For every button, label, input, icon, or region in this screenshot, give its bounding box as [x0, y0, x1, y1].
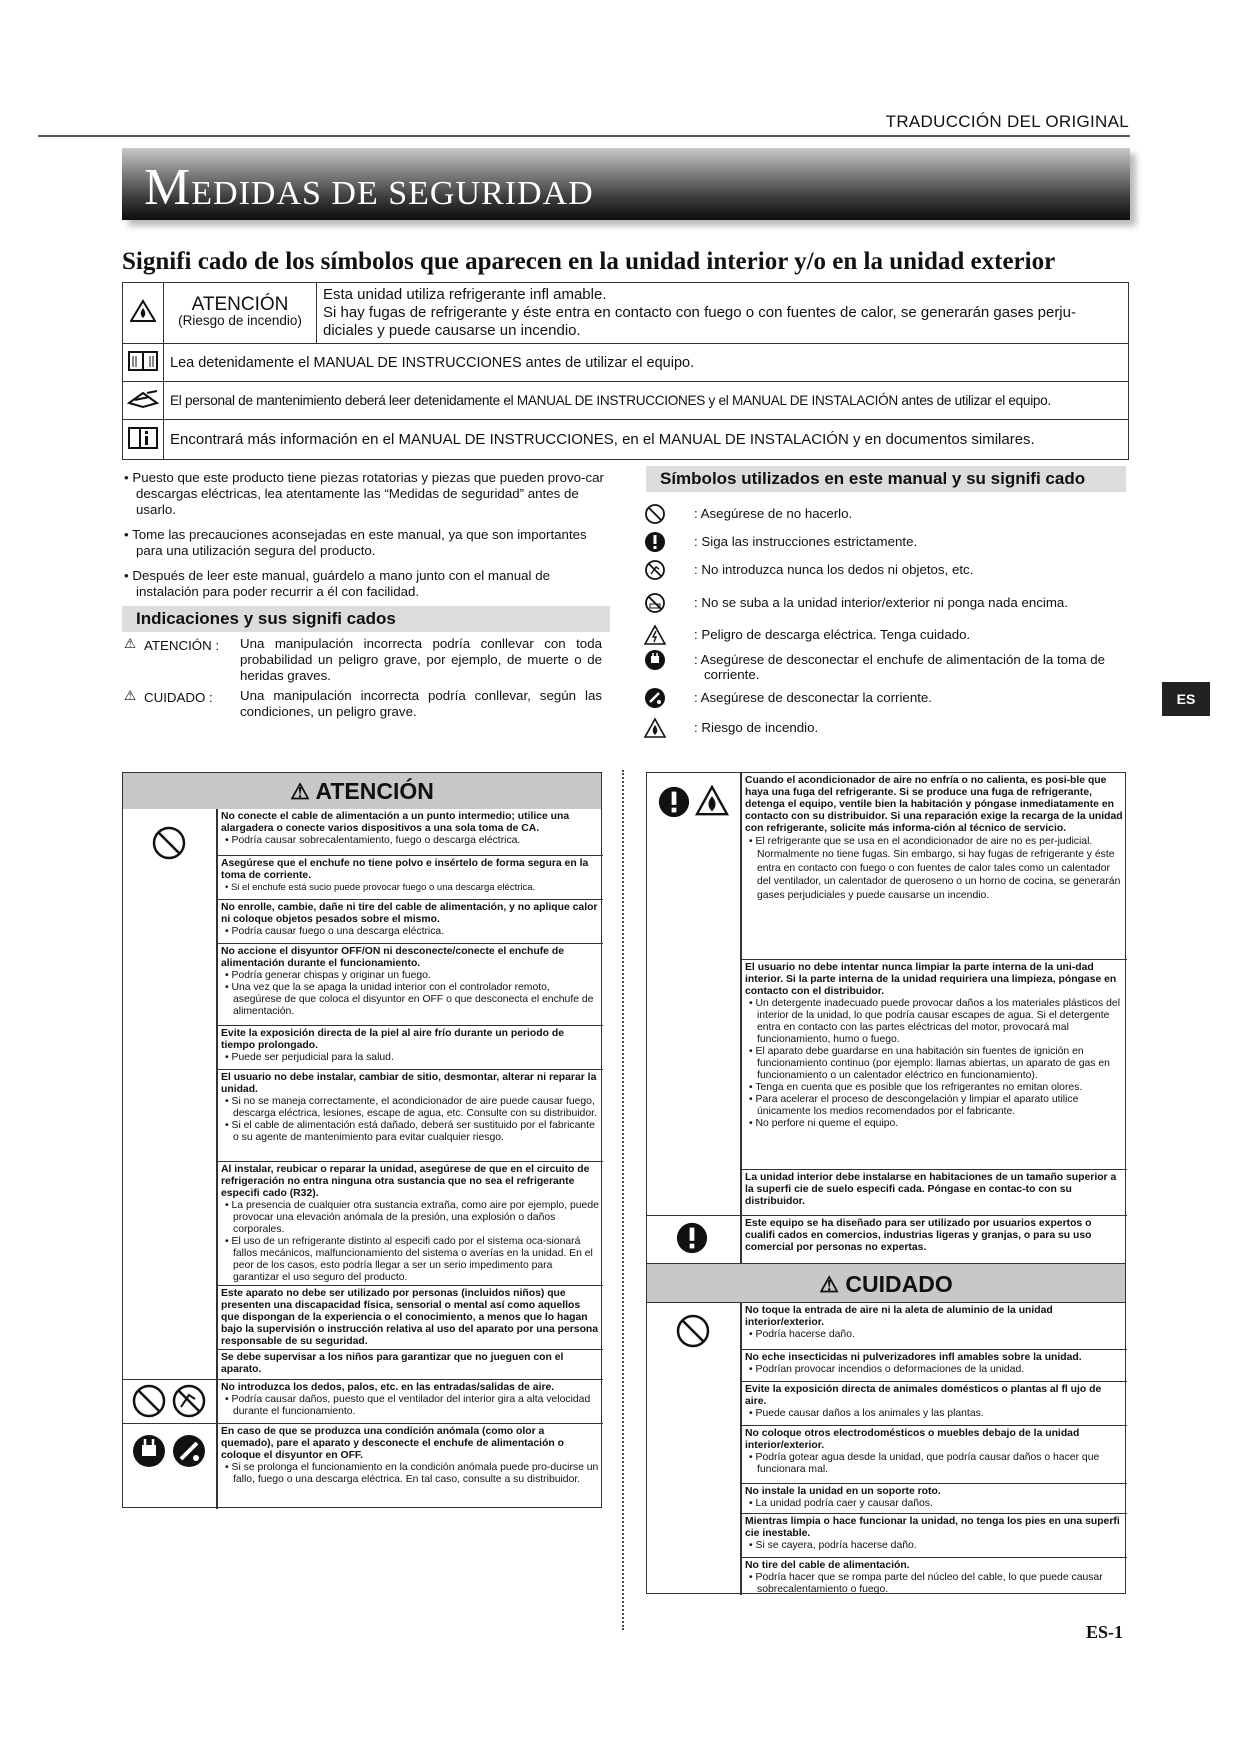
item-title: No tire del cable de alimentación. [745, 1560, 910, 1571]
cuidado-item [741, 1513, 1127, 1557]
item-bullet: • La presencia de cualquier otra sustancia extraña, como aire por ejemplo, puede provocar una elevación anómala de la presión, una explosión o daños corporales. [225, 1200, 599, 1235]
intro-bullet: • Después de leer este manual, guárdelo a mano junto con el manual de instalación para poder recurrir a él con facilidad. [124, 568, 550, 599]
atencion-item [123, 1423, 603, 1509]
item-title: No coloque otros electrodomésticos o muebles debajo de la unidad interior/exterior. [745, 1428, 1080, 1451]
atencion-item [217, 943, 603, 1025]
item-bullet: • Si se prolonga el funcionamiento en la condición anómala puede pro-ducirse un fallo, fuego o una descarga eléctrica. En tal caso, consulte a su distribuidor. [225, 1462, 599, 1485]
prohibited-icon [644, 503, 666, 525]
indications-heading: Indicaciones y sus signifi cados [122, 606, 610, 632]
right-warning-box [646, 772, 1126, 1594]
warning-triangle-icon: ⚠ [124, 688, 136, 703]
intro-bullets [122, 470, 612, 609]
item-title: No conecte el cable de alimentación a un punto intermedio; utilice una alargadera o conecte varios dispositivos a una sola toma de CA. [221, 811, 570, 834]
fire-risk-icon [644, 717, 666, 739]
fire-risk-icon [695, 785, 729, 817]
item-title: Este aparato no debe ser utilizado por personas (incluidos niños) que presenten una discapacidad física, sensorial o mental así como aquellos que dispongan de la experiencia o el conocimiento, a menos que lo hagan bajo la supervisión o instrucción relativa al uso del aparato por una persona responsable de su seguridad. [221, 1288, 599, 1347]
item-title: Asegúrese que el enchufe no tiene polvo e insértelo de forma segura en la toma de corriente. [221, 858, 589, 881]
cuidado-box-title: CUIDADO [845, 1271, 953, 1297]
symbols-heading: Signifi cado de los símbolos que aparecen en la unidad interior y/o en la unidad exterior [122, 248, 1056, 275]
manual-book-icon [123, 344, 164, 382]
intro-bullet: • Puesto que este producto tiene piezas rotatorias y piezas que pueden provo-car descargas eléctricas, lea atentamente las “Medidas de seguridad” antes de usarlo. [124, 470, 604, 517]
title-capital: M [144, 159, 192, 216]
item-bullet: • Podría hacerse daño. [749, 1329, 855, 1340]
atencion-item [217, 1349, 603, 1379]
right-item [647, 1215, 1127, 1263]
item-title: Mientras limpia o hace funcionar la unidad, no tenga los pies en una superfi cie inestable. [745, 1516, 1120, 1539]
item-bullet: • Podría hacer que se rompa parte del núcleo del cable, lo que puede causar sobrecalentamiento o fuego. [749, 1572, 1103, 1595]
item-bullet: • Podría generar chispas y originar un fuego. [225, 970, 431, 981]
atencion-item [217, 809, 603, 855]
item-title: El usuario no debe instalar, cambiar de sitio, desmontar, alterar ni reparar la unidad. [221, 1072, 597, 1095]
cuidado-item [741, 1349, 1127, 1381]
item-bullet: • Podría gotear agua desde la unidad, que podría causar daños o hacer que funcionara mal. [749, 1452, 1100, 1475]
warning-triangle-icon: ⚠ [819, 1272, 839, 1297]
item-bullet: • Si se cayera, podría hacerse daño. [749, 1540, 917, 1551]
item-title: Este equipo se ha diseñado para ser utilizado por usuarios expertos o cualifi cados en comercios, industrias ligeras y granjas, o para su uso comercial por personas no expertas. [745, 1218, 1092, 1253]
symbol-text: : Asegúrese de desconectar el enchufe de alimentación de la toma de corriente. [694, 652, 1105, 682]
cuidado-item [741, 1483, 1127, 1513]
indication-atencion-text: Una manipulación incorrecta podría conllevar con toda probabilidad un peligro grave, por ejemplo, de muerte o de heridas graves. [240, 636, 602, 683]
atencion-text-1: Esta unidad utiliza refrigerante infl amable. [323, 286, 607, 303]
page-number: ES-1 [1085, 1622, 1123, 1642]
cuidado-item [741, 1381, 1127, 1425]
prohibited-icon [151, 825, 187, 861]
no-fingers-icon [644, 559, 666, 581]
item-bullet: • Una vez que la se apaga la unidad interior con el controlador remoto, asegúrese de que coloca el disyuntor en OFF o que desconecta el enchufe de alimentación. [225, 982, 594, 1017]
item-bullet: • Puede causar daños a los animales y las plantas. [749, 1408, 984, 1419]
symbol-text: : Asegúrese de no hacerlo. [694, 506, 853, 521]
symbol-text: : No se suba a la unidad interior/exterior ni ponga nada encima. [694, 595, 1069, 610]
right-item [741, 1169, 1127, 1215]
item-bullet: • El aparato debe guardarse en una habitación sin fuentes de ignición en funcionamiento continuo (por ejemplo: llamas abiertas, un aparato de gas en funcionamiento o un calentador eléctrico en funcionamiento). [749, 1046, 1110, 1081]
item-bullet: • Tenga en cuenta que es posible que los refrigerantes no emitan olores. [749, 1082, 1083, 1093]
item-bullet: • Podrían provocar incendios o deformaciones de la unidad. [749, 1364, 1025, 1375]
prohibited-icon [675, 1313, 711, 1349]
atencion-item [217, 899, 603, 943]
header-rule [38, 135, 1130, 137]
right-item [741, 773, 1127, 959]
info-row-text: Encontrará más información en el MANUAL DE INSTRUCCIONES, en el MANUAL DE INSTALACIÓN y en documentos similares. [164, 420, 1129, 460]
atencion-item [217, 1025, 603, 1069]
atencion-item [217, 1161, 603, 1285]
symbol-row [652, 595, 1132, 610]
intro-bullet: • Tome las precauciones aconsejadas en este manual, ya que son importantes para una utilización segura del producto. [124, 527, 587, 558]
indication-atencion-label: ATENCIÓN : [144, 638, 220, 653]
symbol-row [652, 562, 1132, 577]
item-title: El usuario no debe intentar nunca limpiar la parte interna de la uni-dad interior. Si la parte interna de la unidad requiriera una limpieza, póngase en contacto con el distribuidor. [745, 962, 1117, 997]
item-bullet: • Un detergente inadecuado puede provocar daños a los materiales plásticos del interior de la unidad, lo que podría causar escapes de agua. Si el detergente entra en contacto con las partes eléctricas del motor, provocará mal funcionamiento, humo o fuego. [749, 998, 1121, 1045]
item-bullet: • Si el cable de alimentación está dañado, deberá ser sustituido por el fabricante o su agente de mantenimiento para evitar cualquier riesgo. [225, 1120, 595, 1143]
item-bullet: • Podría causar fuego o una descarga eléctrica. [225, 926, 445, 937]
right-item [741, 959, 1127, 1169]
atencion-item [123, 1379, 603, 1423]
item-title: Se debe supervisar a los niños para garantizar que no jueguen con el aparato. [221, 1352, 564, 1375]
atencion-item [217, 1069, 603, 1161]
indication-cuidado-text: Una manipulación incorrecta podría conllevar, según las condiciones, un peligro grave. [240, 688, 602, 719]
atencion-box-title: ATENCIÓN [315, 778, 434, 804]
language-tab: ES [1162, 682, 1210, 716]
symbol-row [652, 534, 1132, 549]
item-title: Evite la exposición directa de la piel al aire frío durante un periodo de tiempo prolongado. [221, 1028, 564, 1051]
atencion-item [217, 1285, 603, 1349]
atencion-sub: (Riesgo de incendio) [178, 313, 302, 328]
cuidado-item [741, 1425, 1127, 1483]
item-title: Al instalar, reubicar o reparar la unidad, asegúrese de que en el circuito de refrigeración no entra ninguna otra sustancia que no sea el refrigerante especifi cado (R32). [221, 1164, 590, 1199]
warning-triangle-icon: ⚠ [124, 636, 136, 651]
electric-shock-icon [644, 624, 666, 646]
symbol-text: : Peligro de descarga eléctrica. Tenga cuidado. [694, 627, 971, 642]
item-bullet: • No perfore ni queme el equipo. [749, 1118, 899, 1129]
atencion-box-header [123, 773, 601, 809]
symbol-text: : Riesgo de incendio. [694, 720, 819, 735]
item-bullet: • Podría causar sobrecalentamiento, fuego o descarga eléctrica. [225, 835, 521, 846]
symbol-row [652, 652, 1122, 682]
info-book-icon [123, 420, 164, 460]
warning-triangle-icon: ⚠ [290, 779, 310, 804]
item-title: Evite la exposición directa de animales domésticos o plantas al fl ujo de aire. [745, 1384, 1102, 1407]
item-bullet: • Si el enchufe está sucio puede provocar fuego o una descarga eléctrica. [225, 882, 536, 893]
symbol-row [652, 627, 1132, 642]
item-bullet: • Podría causar daños, puesto que el ventilador del interior gira a alta velocidad durante el funcionamiento. [225, 1394, 591, 1417]
symbols-manual-heading: Símbolos utilizados en este manual y su signifi cado [646, 466, 1126, 492]
item-title: No eche insecticidas ni pulverizadores infl amables sobre la unidad. [745, 1352, 1082, 1363]
service-manual-icon [123, 382, 164, 420]
mandatory-icon [657, 785, 691, 819]
title-rest: EDIDAS DE SEGURIDAD [191, 175, 594, 212]
item-bullet: • Para acelerar el proceso de descongelación y limpiar el aparato utilice únicamente los medios recomendados por el fabricante. [749, 1094, 1079, 1117]
symbol-text: : Siga las instrucciones estrictamente. [694, 534, 918, 549]
item-title: No accione el disyuntor OFF/ON ni desconecte/conecte el enchufe de alimentación durante el funcionamiento. [221, 946, 564, 969]
symbols-table [122, 282, 1129, 460]
disconnect-power-icon [644, 687, 666, 709]
item-bullet: • La unidad podría caer y causar daños. [749, 1498, 933, 1509]
symbol-text: : Asegúrese de desconectar la corriente. [694, 690, 933, 705]
page-title [144, 158, 594, 217]
manual-row-text: Lea detenidamente el MANUAL DE INSTRUCCIONES antes de utilizar el equipo. [164, 344, 1129, 382]
indication-cuidado [122, 688, 602, 720]
title-banner [122, 148, 1130, 220]
cuidado-item [741, 1557, 1127, 1595]
item-bullet: • Si no se maneja correctamente, el acondicionador de aire puede causar fuego, descarga eléctrica, lesiones, escape de agua, etc. Consulte con su distribuidor. [225, 1096, 597, 1119]
item-bullet: • Puede ser perjudicial para la salud. [225, 1052, 394, 1063]
symbol-row [652, 720, 1132, 735]
atencion-item [217, 855, 603, 899]
cuidado-item [741, 1303, 1127, 1349]
atencion-box [122, 772, 602, 1508]
atencion-desc [317, 283, 1129, 344]
symbol-row [652, 690, 1132, 705]
service-row-text: El personal de mantenimiento deberá leer detenidamente el MANUAL DE INSTRUCCIONES y el MANUAL DE INSTALACIÓN antes de utilizar el equipo. [164, 382, 1129, 420]
fire-warning-icon [123, 283, 164, 344]
item-title: No instale la unidad en un soporte roto. [745, 1486, 941, 1497]
translation-note: TRADUCCIÓN DEL ORIGINAL [885, 112, 1129, 131]
atencion-cell [164, 283, 317, 344]
cuidado-box-header [647, 1263, 1125, 1303]
item-bullet: • El refrigerante que se usa en el acondicionador de aire no es per-judicial. Normalmente no tiene fugas. Sin embargo, si hay fugas de refrigerante y éste entra en contacto con fuego o con fuentes de calor tales como un calentador del ventilador, un calentador de queroseno o un horno de cocina, se generarán gases perjudiciales y puede causarse un incendio. [749, 836, 1121, 901]
item-title: En caso de que se produzca una condición anómala (como olor a quemado), pare el aparato y desconecte el enchufe de alimentación o coloque el disyuntor en OFF. [221, 1426, 564, 1461]
item-title: No toque la entrada de aire ni la aleta de aluminio de la unidad interior/exterior. [745, 1305, 1053, 1328]
item-title: Cuando el acondicionador de aire no enfría o no calienta, es posi-ble que haya una fuga del refrigerante. Si se produce una fuga de refrigerante, detenga el equipo, ventile bien la habitación y póngase inmediatamente en contacto con su distribuidor. Si una reparación exige la recarga de la unidad con refrigerante, solicite más informa-ción al técnico de servicio. [745, 775, 1123, 834]
symbol-text: : No introduzca nunca los dedos ni objetos, etc. [694, 562, 974, 577]
indication-cuidado-label: CUIDADO : [144, 690, 213, 705]
item-bullet: • El uso de un refrigerante distinto al especifi cado por el sistema oca-sionará fallos mecánicos, malfuncionamiento del sistema o averías en la unidad. En el peor de los casos, esto podría llegar a ser un serio impedimento para garantizar el uso seguro del producto. [225, 1236, 593, 1283]
item-title: La unidad interior debe instalarse en habitaciones de un tamaño superior a la superfi cie de suelo especifi cada. Póngase en contac-to con su distribuidor. [745, 1172, 1117, 1207]
indication-atencion [122, 636, 602, 684]
column-separator [622, 770, 624, 1630]
mandatory-icon [644, 531, 666, 553]
atencion-text-2: Si hay fugas de refrigerante y éste entra en contacto con fuego o con fuentes de calor, se generarán gases perju-diciales y puede causarse un incendio. [323, 304, 1076, 339]
atencion-label: ATENCIÓN [191, 294, 289, 315]
unplug-icon [644, 649, 666, 671]
symbol-row [652, 506, 1132, 521]
item-title: No introduzca los dedos, palos, etc. en las entradas/salidas de aire. [221, 1382, 555, 1393]
no-climbing-icon [644, 592, 666, 614]
item-title: No enrolle, cambie, dañe ni tire del cable de alimentación, y no aplique calor ni coloque objetos pesados sobre el mismo. [221, 902, 598, 925]
